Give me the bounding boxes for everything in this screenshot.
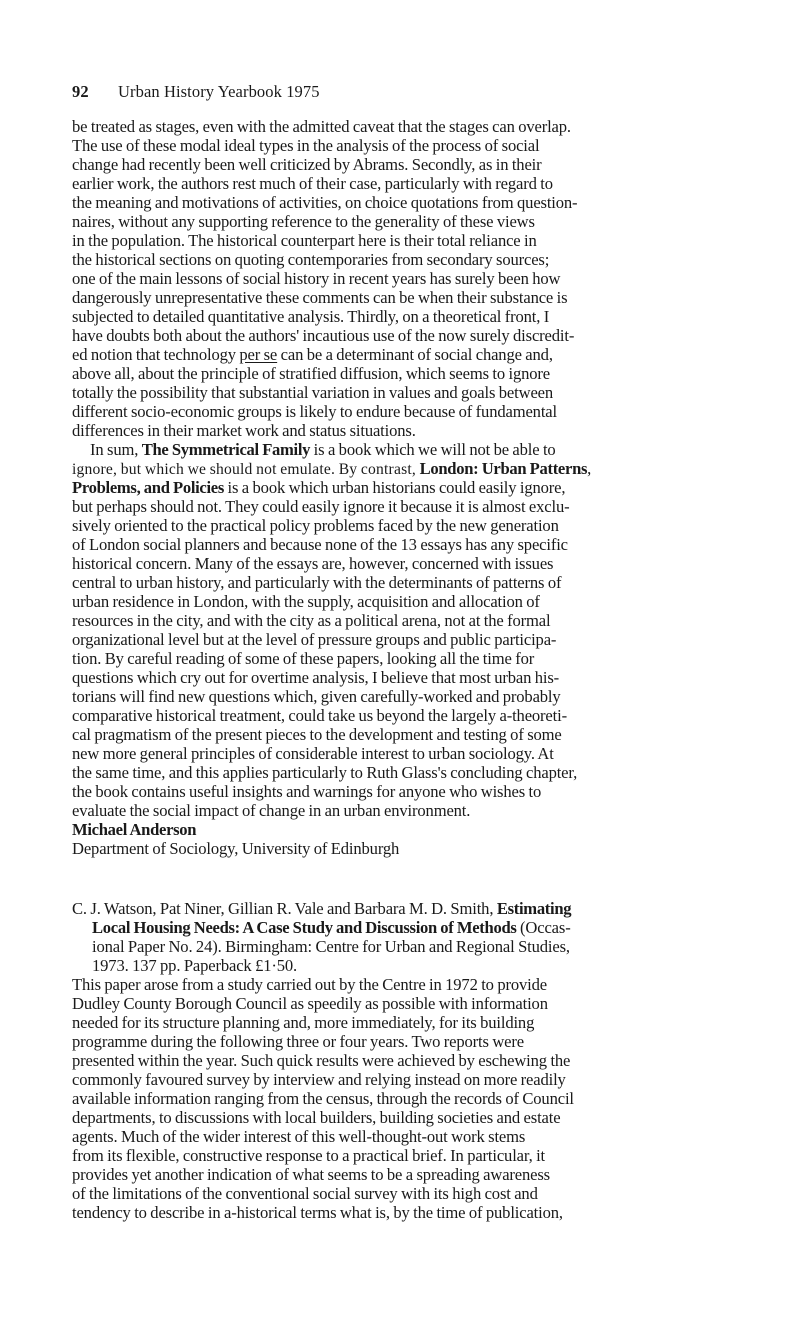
text-line (72, 478, 742, 497)
text-line: in the population. The historical counterpart here is their total reliance in (72, 231, 537, 250)
text-line: from its flexible, constructive response to a practical brief. In particular, it (72, 1146, 546, 1165)
book-title-symmetrical-family: The Symmetrical Family (141, 440, 311, 459)
text-run: ignore, but which we should not emulate. By contrast, (72, 461, 420, 478)
reviewer-affiliation: Department of Sociology, University of Edinburgh (72, 839, 400, 858)
text-line: sively oriented to the practical policy problems faced by the new generation (72, 516, 559, 535)
text-line: organizational level but at the level of pressure groups and public participa- (72, 630, 557, 649)
text-line: differences in their market work and status situations. (72, 421, 416, 440)
citation-authors: C. J. Watson, Pat Niner, Gillian R. Vale and Barbara M. D. Smith, (72, 899, 497, 918)
text-run: , (587, 459, 592, 478)
text-line: cal pragmatism of the present pieces to the development and testing of some (72, 725, 562, 744)
text-run: can be a determinant of social change and, (277, 345, 553, 364)
text-line: tendency to describe in a-historical terms what is, by the time of publication, (72, 1203, 563, 1222)
text-line: different socio-economic groups is likely to endure because of fundamental (72, 402, 557, 421)
text-line: agents. Much of the wider interest of this well-thought-out work stems (72, 1127, 526, 1146)
text-line: historical concern. Many of the essays are, however, concerned with issues (72, 554, 554, 573)
text-line: central to urban history, and particularly with the determinants of patterns of (72, 573, 562, 592)
text-line: comparative historical treatment, could take us beyond the largely a-theoreti- (72, 706, 567, 725)
text-line: tion. By careful reading of some of these papers, looking all the time for (72, 649, 535, 668)
text-line: naires, without any supporting reference to the generality of these views (72, 212, 535, 231)
text-line: The use of these modal ideal types in the analysis of the process of social (72, 136, 540, 155)
book-title-estimating: Estimating (496, 899, 572, 918)
paragraph-critique (72, 117, 742, 440)
text-line: Dudley County Borough Council as speedily as possible with information (72, 994, 548, 1013)
text-line: programme during the following three or four years. Two reports were (72, 1032, 524, 1051)
reviewer-name: Michael Anderson (72, 820, 197, 839)
text-line: be treated as stages, even with the admitted caveat that the stages can overlap. (72, 117, 571, 136)
text-line: but perhaps should not. They could easily ignore it because it is almost exclu- (72, 497, 570, 516)
text-line: have doubts both about the authors' incautious use of the now surely discredit- (72, 326, 575, 345)
book-title-london: London: Urban Patterns (419, 459, 588, 478)
text-run: (Occas- (516, 918, 571, 937)
bibliographic-citation (72, 899, 742, 975)
text-line: resources in the city, and with the city as a political arena, not at the formal (72, 611, 551, 630)
text-line: new more general principles of considerable interest to urban sociology. At (72, 744, 554, 763)
book-title-london-cont: Problems, and Policies (72, 478, 225, 497)
text-line: the meaning and motivations of activities, on choice quotations from question- (72, 193, 578, 212)
text-line: the historical sections on quoting contemporaries from secondary sources; (72, 250, 550, 269)
text-line: questions which cry out for overtime analysis, I believe that most urban his- (72, 668, 560, 687)
review-symmetrical-family-and-london (72, 117, 742, 858)
text-line: above all, about the principle of stratified diffusion, which seems to ignore (72, 364, 551, 383)
book-title-estimating-cont: Local Housing Needs: A Case Study and Discussion of Methods (92, 918, 517, 937)
text-line (72, 459, 742, 478)
citation-line: ional Paper No. 24). Birmingham: Centre for Urban and Regional Studies, (92, 937, 570, 956)
text-line: This paper arose from a study carried out by the Centre in 1972 to provide (72, 975, 547, 994)
text-line: of the limitations of the conventional social survey with its high cost and (72, 1184, 538, 1203)
citation-line (72, 918, 742, 937)
running-head (72, 82, 320, 102)
text-line: provides yet another indication of what seems to be a spreading awareness (72, 1165, 550, 1184)
text-line: earlier work, the authors rest much of their case, particularly with regard to (72, 174, 553, 193)
text-line: needed for its structure planning and, more immediately, for its building (72, 1013, 535, 1032)
review-estimating-local-housing-needs (72, 899, 742, 1222)
text-run: In sum, (90, 440, 142, 459)
text-line: the book contains useful insights and warnings for anyone who wishes to (72, 782, 542, 801)
text-line (72, 345, 742, 364)
page-number: 92 (72, 82, 89, 101)
review-body (72, 975, 742, 1222)
text-line: one of the main lessons of social history in recent years has surely been how (72, 269, 561, 288)
journal-title: Urban History Yearbook 1975 (118, 82, 320, 101)
text-line: evaluate the social impact of change in an urban environment. (72, 801, 471, 820)
text-line: commonly favoured survey by interview and relying instead on more readily (72, 1070, 566, 1089)
text-line: the same time, and this applies particularly to Ruth Glass's concluding chapter, (72, 763, 578, 782)
citation-line (72, 899, 742, 918)
emphasis-per-se: per se (239, 345, 278, 364)
text-line: urban residence in London, with the supply, acquisition and allocation of (72, 592, 540, 611)
text-line: totally the possibility that substantial variation in values and goals between (72, 383, 554, 402)
text-run: is a book which urban historians could easily ignore, (224, 478, 566, 497)
text-line: departments, to discussions with local builders, building societies and estate (72, 1108, 561, 1127)
paragraph-conclusion (72, 440, 742, 820)
text-line: change had recently been well criticized by Abrams. Secondly, as in their (72, 155, 542, 174)
text-run: is a book which we will not be able to (310, 440, 556, 459)
text-line: available information ranging from the census, through the records of Council (72, 1089, 574, 1108)
text-line (72, 440, 742, 459)
text-line: of London social planners and because none of the 13 essays has any specific (72, 535, 568, 554)
text-line: torians will find new questions which, given carefully-worked and probably (72, 687, 561, 706)
text-line: subjected to detailed quantitative analysis. Thirdly, on a theoretical front, I (72, 307, 550, 326)
citation-line: 1973. 137 pp. Paperback £1·50. (92, 956, 298, 975)
text-run: ed notion that technology (72, 345, 240, 364)
text-line: presented within the year. Such quick results were achieved by eschewing the (72, 1051, 571, 1070)
text-line: dangerously unrepresentative these comments can be when their substance is (72, 288, 568, 307)
